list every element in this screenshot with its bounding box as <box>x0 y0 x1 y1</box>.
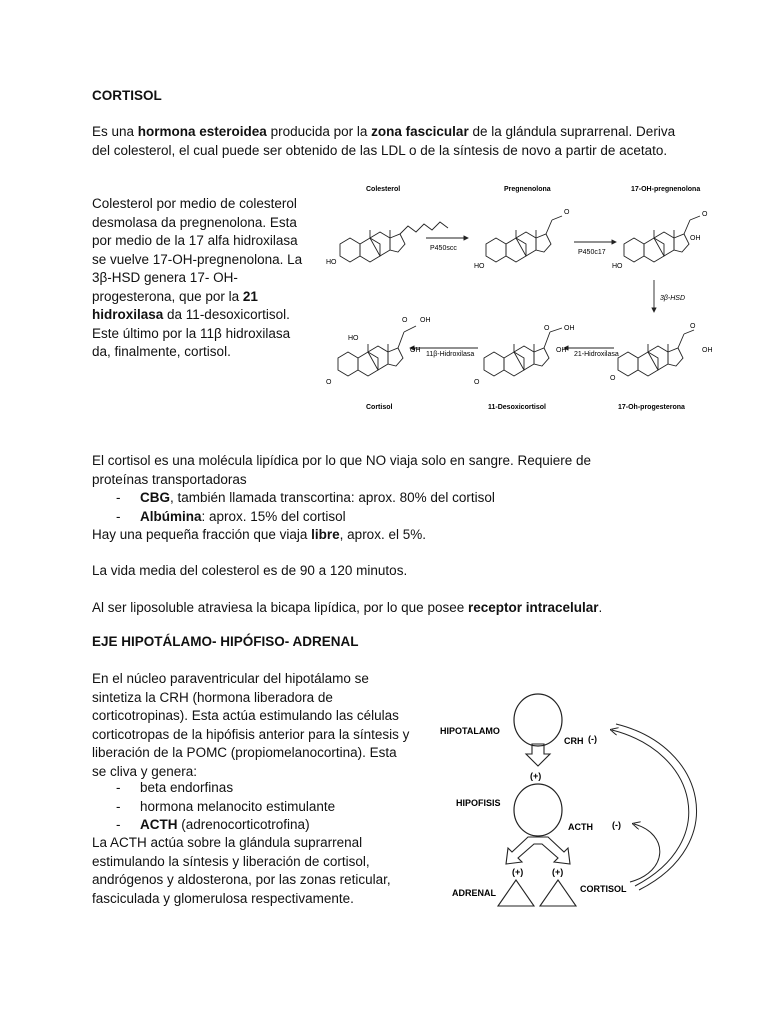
intro-text-3: de la glándula suprarrenal. Deriva del colesterol, el cual puede ser obtenido de las LDL o de la síntesis de novo a partir de acetato. <box>92 124 676 158</box>
chem-group-o-4: O <box>610 375 616 382</box>
axis-section-title: EJE HIPOTÁLAMO- HIPÓFISO- ADRENAL <box>92 634 359 649</box>
chem-group-oh-4: OH <box>556 347 567 354</box>
receptor-text-2: . <box>598 600 603 615</box>
chem-group-ho-3: HO <box>612 263 623 270</box>
chem-group-oh-3: OH <box>564 325 575 332</box>
list-item-msh: - hormona melanocito estimulante <box>92 798 422 817</box>
cortisol-diagram-label: CORTISOL <box>580 884 627 894</box>
enzyme-label-11b-hidroxilasa: 11β-Hidroxilasa <box>426 351 475 358</box>
molecule-label-colesterol: Colesterol <box>366 186 401 193</box>
free-text-2: , aprox. el 5%. <box>339 527 426 542</box>
chem-group-oh-1: OH <box>690 235 701 242</box>
receptor-text-1: Al ser liposoluble atraviesa la bicapa lipídica, por lo que posee <box>92 600 468 615</box>
free-fraction-paragraph <box>92 526 682 545</box>
receptor-paragraph <box>92 599 692 618</box>
minus-sign-crh: (-) <box>588 734 597 744</box>
acth-action-paragraph: La ACTH actúa sobre la glándula suprarrenal estimulando la síntesis y liberación de cortisol, andrógenos y aldosterona, por las zonas reticular, fasciculada y glomerulosa respectivamente. <box>92 835 391 906</box>
page-title: CORTISOL <box>92 88 162 103</box>
adrenal-triangle-left <box>498 880 534 906</box>
synthesis-paragraph <box>92 195 307 362</box>
chem-group-o-6: O <box>474 379 480 386</box>
axis-paragraph: En el núcleo paraventricular del hipotálamo se sintetiza la CRH (hormona liberadora de corticotropinas). Esta actúa estimulando las células corticotropas de la hipófisis anterior para la síntesis y liberación de la POMC (propiomelanocortina). Esta se cliva y genera: <box>92 671 410 779</box>
cbg-label: CBG <box>140 490 170 505</box>
chem-group-o-1: O <box>564 209 570 216</box>
enzyme-label-21-hidroxilasa: 21-Hidroxilasa <box>574 351 619 358</box>
hipofisis-circle <box>514 784 562 836</box>
chem-group-o-8: O <box>326 379 332 386</box>
molecule-label-17oh-pregnenolona: 17-OH-pregnenolona <box>631 186 701 193</box>
adrenal-label: ADRENAL <box>452 888 496 898</box>
chem-group-o-2: O <box>702 211 708 218</box>
steroidogenesis-pathway-figure <box>318 180 718 415</box>
hipofisis-label: HIPOFISIS <box>456 798 501 808</box>
intro-text-2: producida por la <box>266 124 372 139</box>
hollow-split-arrow <box>506 837 570 864</box>
molecule-17oh-pregnenolona <box>624 216 700 262</box>
transport-protein-list <box>92 489 652 526</box>
molecule-label-cortisol: Cortisol <box>366 404 393 411</box>
free-bold: libre <box>311 527 340 542</box>
list-item-beta-endorfinas: - beta endorfinas <box>92 779 422 798</box>
halflife-paragraph: La vida media del colesterol es de 90 a 120 minutos. <box>92 563 408 578</box>
albumina-label: Albúmina <box>140 508 202 524</box>
acth-label: ACTH <box>140 817 178 832</box>
chem-group-oh-2: OH <box>702 347 713 354</box>
hpa-axis-diagram <box>430 682 700 914</box>
molecule-17oh-progesterona <box>618 330 694 376</box>
intro-bold-1: hormona esteroidea <box>137 124 267 139</box>
chem-group-o-5: O <box>544 325 550 332</box>
synthesis-text-2: da 11-desoxicortisol. Este último por la 11β hidroxilasa da, finalmente, cortisol. <box>92 307 291 359</box>
intro-bold-2: zona fascicular <box>371 124 469 139</box>
chem-group-oh-6: OH <box>410 347 421 354</box>
chem-group-ho-4: HO <box>348 335 359 342</box>
pomc-products-list <box>92 779 422 835</box>
molecule-pregnenolona <box>486 216 562 262</box>
chem-group-o-3: O <box>690 323 696 330</box>
minus-sign-acth: (-) <box>612 820 621 830</box>
plus-sign-2: (+) <box>512 867 524 877</box>
receptor-bold: receptor intracelular <box>467 600 599 615</box>
adrenal-triangle-right <box>540 880 576 906</box>
enzyme-label-p450scc: P450scc <box>430 245 457 252</box>
molecule-colesterol <box>340 222 448 262</box>
feedback-arrow-crh <box>612 730 689 886</box>
synthesis-bold-1: 21 hidroxilasa <box>92 288 258 322</box>
molecule-label-pregnenolona: Pregnenolona <box>504 186 551 193</box>
synthesis-text-1: Colesterol por medio de colesterol desmolasa da pregnenolona. Esta por medio de la 17 alfa hidroxilasa se vuelve 17-OH-pregnenolona. La 3β-HSD genera 17- OH-progesterona, que por la <box>92 196 303 304</box>
chem-group-ho-1: HO <box>326 259 337 266</box>
list-item-cbg <box>92 489 652 508</box>
intro-paragraph <box>92 123 682 160</box>
enzyme-label-3b-hsd: 3β-HSD <box>660 295 686 302</box>
molecule-label-11-desoxicortisol: 11-Desoxicortisol <box>488 404 546 411</box>
hipotalamo-circle <box>514 694 562 746</box>
intro-text-1: Es una <box>92 124 138 139</box>
acth-text: (adrenocorticotrofina) <box>177 817 310 832</box>
enzyme-label-p450c17: P450c17 <box>578 249 606 256</box>
plus-sign-1: (+) <box>530 771 542 781</box>
chem-group-o-7: O <box>402 317 408 324</box>
albumina-text: : aprox. 15% del cortisol <box>201 508 346 524</box>
chem-group-oh-5: OH <box>420 317 431 324</box>
hollow-arrow-down <box>526 744 550 766</box>
acth-diagram-label: ACTH <box>568 822 593 832</box>
hipotalamo-label: HIPOTALAMO <box>440 726 500 736</box>
crh-label: CRH <box>564 736 584 746</box>
list-item-albumina <box>92 508 652 527</box>
molecule-11-desoxicortisol <box>484 328 562 376</box>
plus-sign-3: (+) <box>552 867 564 877</box>
free-text-1: Hay una pequeña fracción que viaja <box>92 527 312 542</box>
cbg-text: , también llamada transcortina: aprox. 80% del cortisol <box>170 490 495 505</box>
transport-paragraph: El cortisol es una molécula lipídica por lo que NO viaja solo en sangre. Requiere de proteínas transportadoras <box>92 453 592 487</box>
molecule-cortisol <box>338 326 416 376</box>
chem-group-ho-2: HO <box>474 263 485 270</box>
list-item-acth <box>92 816 422 835</box>
molecule-label-17oh-progesterona: 17-Oh-progesterona <box>618 404 685 411</box>
